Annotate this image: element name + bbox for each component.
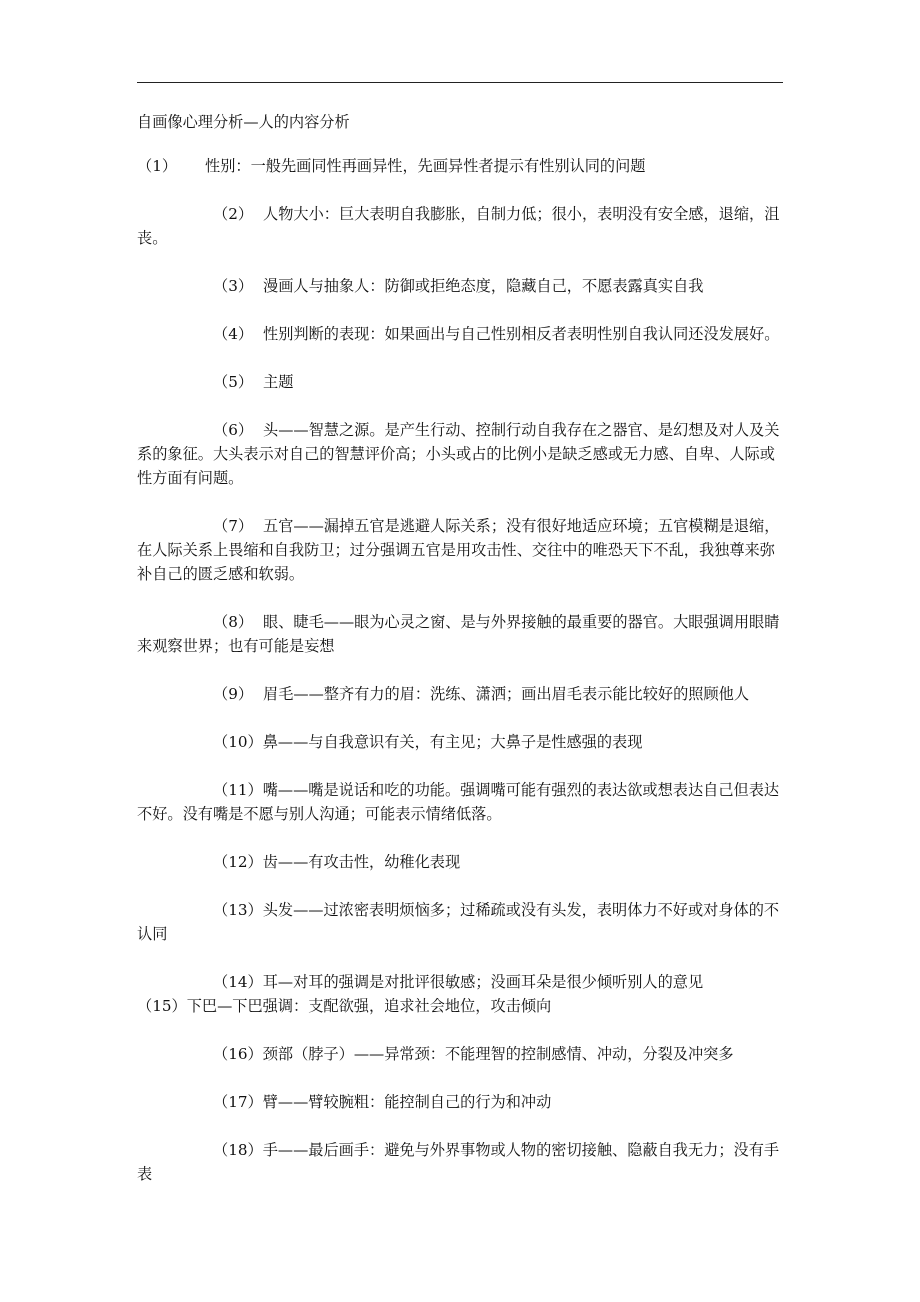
item-text: 齿——有攻击性，幼稚化表现 <box>262 853 461 871</box>
header-rule <box>137 82 783 83</box>
item-number: （5） <box>213 373 254 391</box>
item-number: （6） <box>213 421 254 439</box>
list-item <box>137 154 787 178</box>
item-text: 颈部（脖子）——异常颈：不能理智的控制感情、冲动，分裂及冲突多 <box>262 1045 734 1063</box>
item-number: （17） <box>213 1093 263 1111</box>
item-text: 性别判断的表现：如果画出与自己性别相反者表明性别自我认同还没发展好。 <box>263 325 780 343</box>
item-text: 眉毛——整齐有力的眉：洗练、潇洒；画出眉毛表示能比较好的照顾他人 <box>263 685 750 703</box>
item-text: 主题 <box>263 373 294 391</box>
list-item <box>137 610 787 658</box>
item-number: （14） <box>213 973 263 991</box>
list-item <box>137 970 787 994</box>
item-text: 眼、睫毛——眼为心灵之窗、是与外界接触的最重要的器官。大眼强调用眼睛来观察世界；也有可能是妄想 <box>137 613 780 655</box>
list-item <box>137 1042 787 1066</box>
item-text: 头——智慧之源。是产生行动、控制行动自我存在之器官、是幻想及对人及关系的象征。大头表示对自己的智慧评价高；小头或占的比例小是缺乏感或无力感、自卑、人际或性方面有问题。 <box>137 421 780 487</box>
list-item <box>137 730 787 754</box>
item-text: 性别：一般先画同性再画异性，先画异性者提示有性别认同的问题 <box>205 157 646 175</box>
item-number: （8） <box>213 613 254 631</box>
item-number: （9） <box>213 685 254 703</box>
item-number: （13） <box>213 901 263 919</box>
item-number: （11） <box>213 781 263 799</box>
item-text: 嘴——嘴是说话和吃的功能。强调嘴可能有强烈的表达欲或想表达自己但表达不好。没有嘴是不愿与别人沟通；可能表示情绪低落。 <box>137 781 780 823</box>
list-item <box>137 274 787 298</box>
list-item <box>137 322 787 346</box>
item-number: （2） <box>213 205 254 223</box>
item-text: 头发——过浓密表明烦恼多；过稀疏或没有头发，表明体力不好或对身体的不认同 <box>137 901 780 943</box>
list-item <box>137 1090 787 1114</box>
item-text: 鼻——与自我意识有关，有主见；大鼻子是性感强的表现 <box>262 733 643 751</box>
document-body <box>137 110 787 1210</box>
document-title: 自画像心理分析—人的内容分析 <box>137 113 350 131</box>
item-text: 臂——臂较腕粗：能控制自己的行为和冲动 <box>262 1093 552 1111</box>
list-item <box>137 994 787 1018</box>
item-text: 五官——漏掉五官是逃避人际关系；没有很好地适应环境；五官模糊是退缩，在人际关系上畏缩和自我防卫；过分强调五官是用攻击性、交往中的唯恐天下不乱，我独尊来弥补自己的匮乏感和软弱。 <box>137 517 780 583</box>
item-number: （1） <box>137 157 178 175</box>
list-item <box>137 778 787 826</box>
item-number: （18） <box>213 1141 263 1159</box>
list-item <box>137 514 787 586</box>
item-text: 人物大小：巨大表明自我膨胀，自制力低；很小，表明没有安全感，退缩，沮丧。 <box>137 205 780 247</box>
item-number: （16） <box>213 1045 263 1063</box>
item-text: 漫画人与抽象人：防御或拒绝态度，隐藏自己，不愿表露真实自我 <box>263 277 704 295</box>
item-number: （3） <box>213 277 254 295</box>
item-number: （7） <box>213 517 254 535</box>
list-item <box>137 682 787 706</box>
list-item <box>137 898 787 946</box>
list-item <box>137 202 787 250</box>
list-item <box>137 370 787 394</box>
item-number: （4） <box>213 325 254 343</box>
item-text: 下巴—下巴强调：支配欲强，追求社会地位，攻击倾向 <box>186 997 552 1015</box>
list-item <box>137 850 787 874</box>
list-item <box>137 418 787 490</box>
item-number: （10） <box>213 733 263 751</box>
list-item <box>137 1138 787 1186</box>
item-text: 耳—对耳的强调是对批评很敏感；没画耳朵是很少倾听别人的意见 <box>262 973 704 991</box>
item-number: （15） <box>137 997 187 1015</box>
item-text: 手——最后画手：避免与外界事物或人物的密切接触、隐蔽自我无力；没有手表 <box>137 1141 780 1183</box>
item-number: （12） <box>213 853 263 871</box>
